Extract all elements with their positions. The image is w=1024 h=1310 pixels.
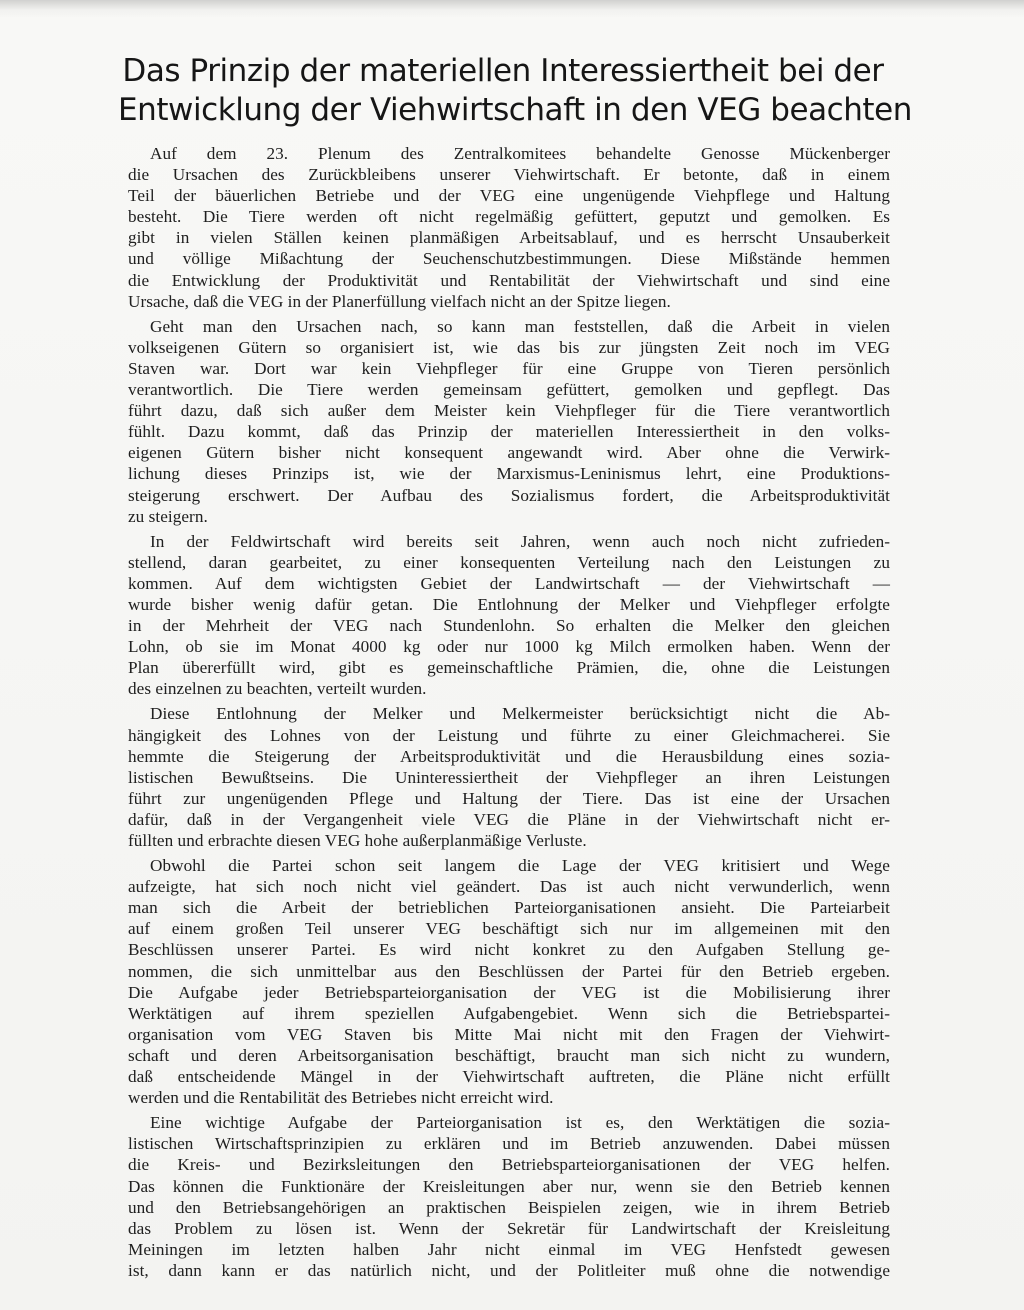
text-line: stellend, daran gearbeitet, zu einer konsequenten Verteilung nach den Leistungen zu: [128, 552, 890, 572]
text-line: werden und die Rentabilität des Betriebes nicht erreicht wird.: [128, 1088, 554, 1108]
text-line: führt zur ungenügenden Pflege und Haltung der Tiere. Das ist eine der Ursachen: [128, 788, 890, 808]
text-line: listischen Bewußtseins. Die Uninteressiertheit der Viehpfleger an ihren Leistungen: [128, 767, 890, 787]
text-line: Lohn, ob sie im Monat 4000 kg oder nur 1000 kg Milch ermolken haben. Wenn der: [128, 637, 890, 657]
text-line: Die Aufgabe jeder Betriebsparteiorganisation der VEG ist die Mobilisierung ihrer: [128, 982, 890, 1002]
paragraph-1: [128, 143, 890, 312]
text-line: dafür, daß in der Vergangenheit viele VEG die Pläne in der Viehwirtschaft nicht er-: [128, 809, 890, 829]
text-line: Beschlüssen unserer Partei. Es wird nicht konkret zu den Aufgaben Stellung ge-: [128, 940, 890, 960]
text-line: die Entwicklung der Produktivität und Rentabilität der Viehwirtschaft und sind eine: [128, 270, 890, 290]
text-line: und völlige Mißachtung der Seuchenschutzbestimmungen. Diese Mißstände hemmen: [128, 249, 890, 269]
article-body: [128, 143, 890, 1285]
text-line: Eine wichtige Aufgabe der Parteiorganisation ist es, den Werktätigen die sozia-: [150, 1113, 890, 1133]
text-line: kommen. Auf dem wichtigsten Gebiet der Landwirtschaft — der Viehwirtschaft —: [128, 573, 890, 593]
paragraph-4: [128, 703, 890, 851]
article-title: [118, 52, 912, 130]
text-line: Das können die Funktionäre der Kreisleitungen aber nur, wenn sie den Betrieb kennen: [128, 1176, 890, 1196]
text-line: aufzeigte, hat sich noch nicht viel geändert. Das ist auch nicht verwunderlich, wenn: [128, 877, 890, 897]
text-line: man sich die Arbeit der betrieblichen Parteiorganisationen ansieht. Die Parteiarbeit: [128, 898, 890, 918]
title-line: Das Prinzip der materiellen Interessiertheit bei der: [122, 53, 884, 89]
paragraph-2: [128, 316, 890, 527]
text-line: Plan übererfüllt wird, gibt es gemeinschaftliche Prämien, die, ohne die Leistungen: [128, 658, 890, 678]
text-line: volkseigenen Gütern so organisiert ist, wie das bis zur jüngsten Zeit noch im VEG: [128, 337, 890, 357]
text-line: lichung dieses Prinzips ist, wie der Marxismus-Leninismus lehrt, eine Produktions-: [128, 464, 890, 484]
text-line: des einzelnen zu beachten, verteilt wurden.: [128, 679, 427, 699]
text-line: auf einem großen Teil unserer VEG beschäftigt sich nur im allgemeinen mit den: [128, 919, 890, 939]
text-line: listischen Wirtschaftsprinzipien zu erklären und im Betrieb anzuwenden. Dabei müssen: [128, 1134, 890, 1154]
text-line: schaft und deren Arbeitsorganisation beschäftigt, braucht man sich nicht zu wundern,: [128, 1045, 890, 1065]
text-line: fühlt. Dazu kommt, daß das Prinzip der materiellen Interessiertheit in den volks-: [128, 422, 890, 442]
text-line: Teil der bäuerlichen Betriebe und der VEG eine ungenügende Viehpflege und Haltung: [128, 186, 890, 206]
text-line: gibt in vielen Ställen keinen planmäßigen Arbeitsablauf, und es herrscht Unsauberkeit: [128, 228, 890, 248]
text-line: wurde bisher wenig dafür getan. Die Entlohnung der Melker und Viehpfleger erfolgte: [128, 594, 890, 614]
text-line: hemmte die Steigerung der Arbeitsproduktivität und die Herausbildung eines sozia-: [128, 746, 890, 766]
paragraph-3: [128, 531, 890, 700]
text-line: organisation vom VEG Staven bis Mitte Mai nicht mit den Fragen der Viehwirt-: [128, 1024, 890, 1044]
text-line: In der Feldwirtschaft wird bereits seit Jahren, wenn auch noch nicht zufrieden-: [150, 531, 890, 551]
text-line: Staven war. Dort war kein Viehpfleger für eine Gruppe von Tieren persönlich: [128, 358, 890, 378]
text-line: führt dazu, daß sich außer dem Meister kein Viehpfleger für die Tiere verantwortlich: [128, 401, 890, 421]
text-line: und den Betriebsangehörigen an praktischen Beispielen zeigen, wie in ihrem Betrieb: [128, 1197, 890, 1217]
text-line: Werktätigen auf ihrem speziellen Aufgabengebiet. Wenn sich die Betriebspartei-: [128, 1003, 890, 1023]
text-line: eigenen Gütern bisher nicht konsequent angewandt wird. Aber ohne die Verwirk-: [128, 443, 890, 463]
paragraph-5: [128, 855, 890, 1108]
text-line: füllten und erbrachte diesen VEG hohe außerplanmäßige Verluste.: [128, 831, 587, 850]
text-line: nommen, die sich unmittelbar aus den Beschlüssen der Partei für den Betrieb ergeben.: [128, 961, 890, 981]
text-line: Geht man den Ursachen nach, so kann man feststellen, daß die Arbeit in vielen: [150, 316, 890, 336]
text-line: zu steigern.: [128, 506, 208, 526]
text-line: verantwortlich. Die Tiere werden gemeinsam gefüttert, gemolken und gepflegt. Das: [128, 380, 890, 400]
text-line: in der Mehrheit der VEG nach Stundenlohn. So erhalten die Melker den gleichen: [128, 616, 890, 636]
text-line: steigerung erschwert. Der Aufbau des Sozialismus fordert, die Arbeitsproduktivität: [128, 485, 890, 505]
text-line: die Ursachen des Zurückbleibens unserer Viehwirtschaft. Er betonte, daß in einem: [128, 165, 890, 185]
text-line: besteht. Die Tiere werden oft nicht regelmäßig gefüttert, geputzt und gemolken. Es: [128, 207, 890, 227]
text-line: ist, dann kann er das natürlich nicht, und der Politleiter muß ohne die notwendige: [128, 1260, 890, 1280]
text-line: Ursache, daß die VEG in der Planerfüllung vielfach nicht an der Spitze liegen.: [128, 291, 671, 311]
scan-top-edge: [0, 0, 1024, 18]
text-line: Meiningen im letzten halben Jahr nicht einmal im VEG Henfstedt gewesen: [128, 1239, 890, 1259]
text-line: Obwohl die Partei schon seit langem die Lage der VEG kritisiert und Wege: [150, 856, 890, 876]
text-line: Diese Entlohnung der Melker und Melkermeister berücksichtigt nicht die Ab-: [150, 704, 890, 724]
paragraph-6: [128, 1112, 890, 1281]
text-line: Auf dem 23. Plenum des Zentralkomitees behandelte Genosse Mückenberger: [150, 144, 890, 163]
text-line: das Problem zu lösen ist. Wenn der Sekretär für Landwirtschaft der Kreisleitung: [128, 1218, 890, 1238]
text-line: hängigkeit des Lohnes von der Leistung und führte zu einer Gleichmacherei. Sie: [128, 725, 890, 745]
title-line: Entwicklung der Viehwirtschaft in den VEG beachten: [118, 92, 912, 128]
text-line: die Kreis- und Bezirksleitungen den Betriebsparteiorganisationen der VEG helfen.: [128, 1155, 890, 1175]
text-line: daß entscheidende Mängel in der Viehwirtschaft auftreten, die Pläne nicht erfüllt: [128, 1067, 890, 1087]
